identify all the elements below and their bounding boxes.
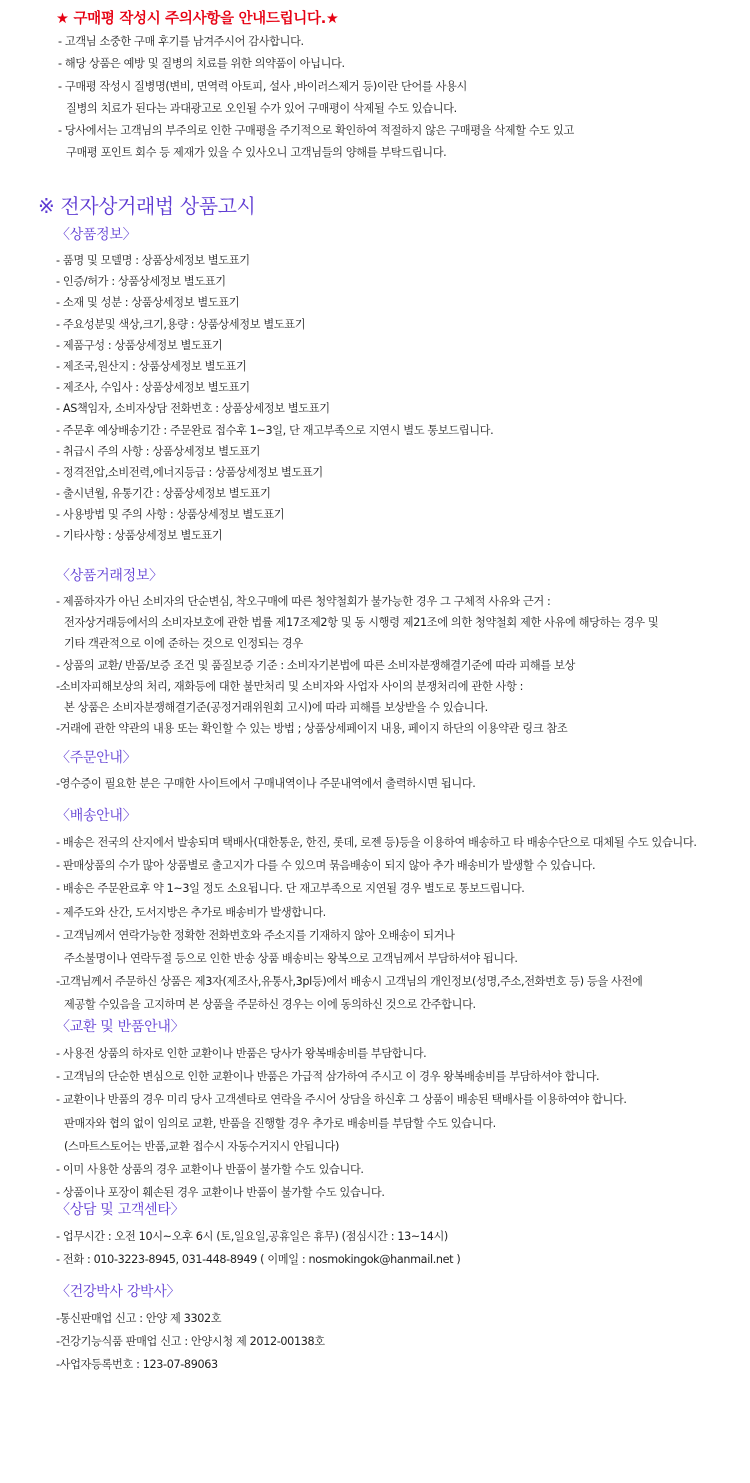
product-info-line: - 소재 및 성분 : 상품상세정보 별도표기 xyxy=(56,296,240,310)
product-info-line: - 인증/허가 : 상품상세정보 별도표기 xyxy=(56,275,226,289)
review-notice-line: 질병의 치료가 된다는 과대광고로 오인될 수가 있어 구매평이 삭제될 수도 있습니다. xyxy=(66,101,457,115)
product-info-line: - 출시년월, 유통기간 : 상품상세정보 별도표기 xyxy=(56,487,271,501)
shipping-info-line: 제공할 수있음을 고지하며 본 상품을 주문하신 경우는 이에 동의하신 것으로 간주합니다. xyxy=(64,998,476,1012)
company-info-line: -통신판매업 신고 : 안양 제 3302호 xyxy=(56,1312,222,1325)
shipping-info-line: - 판매상품의 수가 많아 상품별로 출고지가 다를 수 있으며 묶음배송이 되지 않아 추가 배송비가 발생할 수 있습니다. xyxy=(56,859,596,873)
trade-info-line: 본 상품은 소비자분쟁해결기준(공정거래위원회 고시)에 따라 피해를 보상받을 수 있습니다. xyxy=(64,700,488,714)
product-info-line: - 사용방법 및 주의 사항 : 상품상세정보 별도표기 xyxy=(56,508,285,522)
product-info-line: - 기타사항 : 상품상세정보 별도표기 xyxy=(56,529,223,543)
shipping-info-line: -고객님께서 주문하신 상품은 제3자(제조사,유통사,3pl등)에서 배송시 고객님의 개인정보(성명,주소,전화번호 등) 등을 사전에 xyxy=(56,975,643,989)
product-info-line: - 제조사, 수입사 : 상품상세정보 별도표기 xyxy=(56,381,250,395)
review-notice-line: - 당사에서는 고객님의 부주의로 인한 구매평을 주기적으로 확인하여 적절하지 않은 구매평을 삭제할 수도 있고 xyxy=(58,124,574,138)
shipping-info-heading: 〈배송안내〉 xyxy=(56,808,137,824)
trade-info-line: 전자상거래등에서의 소비자보호에 관한 법률 제17조제2항 및 동 시행령 제21조에 의한 청약철회 제한 사유에 해당하는 경우 및 xyxy=(64,616,659,630)
trade-info-line: 기타 객관적으로 이에 준하는 것으로 인정되는 경우 xyxy=(64,637,303,651)
product-info-line: - 주요성분및 색상,크기,용량 : 상품상세정보 별도표기 xyxy=(56,317,306,331)
trade-info-heading: 〈상품거래정보〉 xyxy=(56,568,163,584)
exchange-info-line: - 이미 사용한 상품의 경우 교환이나 반품이 불가할 수도 있습니다. xyxy=(56,1162,364,1176)
product-info-line: - 주문후 예상배송기간 : 주문완료 접수후 1~3일, 단 재고부족으로 지연시 별도 통보드립니다. xyxy=(56,423,494,437)
shipping-info-line: - 배송은 전국의 산지에서 발송되며 택배사(대한통운, 한진, 롯데, 로젠 등)등을 이용하여 배송하고 타 배송수단으로 대체될 수도 있습니다. xyxy=(56,836,697,849)
exchange-info-line: 판매자와 협의 없이 임의로 교환, 반품을 진행할 경우 추가로 배송비를 부담할 수도 있습니다. xyxy=(64,1116,496,1130)
trade-info-line: - 제품하자가 아닌 소비자의 단순변심, 착오구매에 따른 청약철회가 불가능한 경우 그 구체적 사유와 근거 : xyxy=(56,595,551,608)
ecommerce-law-title: ※ 전자상거래법 상품고시 xyxy=(38,194,256,218)
exchange-info-line: - 교환이나 반품의 경우 미리 당사 고객센타로 연락을 주시어 상담을 하신후 그 상품이 배송된 택배사를 이용하여야 합니다. xyxy=(56,1093,627,1107)
review-notice-line: - 해당 상품은 예방 및 질병의 치료를 위한 의약품이 아닙니다. xyxy=(58,57,345,71)
exchange-info-line: - 상품이나 포장이 훼손된 경우 교환이나 반품이 불가할 수도 있습니다. xyxy=(56,1186,385,1200)
cs-center-section xyxy=(56,1200,746,1271)
order-info-section xyxy=(56,748,746,794)
company-info-line: -사업자등록번호 : 123-07-89063 xyxy=(56,1358,218,1372)
company-info-section xyxy=(56,1282,746,1377)
cs-center-line: - 전화 : 010-3223-8945, 031-448-8949 ( 이메일 : nosmokingok@hanmail.net ) xyxy=(56,1253,461,1267)
shipping-info-section xyxy=(56,806,746,1017)
review-notice-line: 구매평 포인트 회수 등 제재가 있을 수 있사오니 고객님들의 양해를 부탁드립니다. xyxy=(66,146,447,160)
shipping-info-line: 주소불명이나 연락두절 등으로 인한 반송 상품 배송비는 왕복으로 고객님께서 부담하셔야 됩니다. xyxy=(64,951,518,965)
product-info-line: - 품명 및 모델명 : 상품상세정보 별도표기 xyxy=(56,254,250,267)
order-info-line: -영수증이 필요한 분은 구매한 사이트에서 구매내역이나 주문내역에서 출력하시면 됩니다. xyxy=(56,777,476,790)
cs-center-heading: 〈상담 및 고객센타〉 xyxy=(56,1202,185,1218)
review-notice-body xyxy=(58,31,738,165)
exchange-info-section xyxy=(56,1017,746,1204)
product-info-line: - 제조국,원산지 : 상품상세정보 별도표기 xyxy=(56,359,247,373)
shipping-info-line: - 고객님께서 연락가능한 정확한 전화번호와 주소지를 기재하지 않아 오배송이 되거나 xyxy=(56,928,455,942)
exchange-info-line: (스마트스토어는 반품,교환 접수시 자동수거지시 안됩니다) xyxy=(64,1139,340,1153)
product-info-section xyxy=(56,225,746,547)
company-info-heading: 〈건강박사 강박사〉 xyxy=(56,1284,181,1300)
shipping-info-line: - 제주도와 산간, 도서지방은 추가로 배송비가 발생합니다. xyxy=(56,905,326,919)
exchange-info-heading: 〈교환 및 반품안내〉 xyxy=(56,1019,185,1035)
trade-info-line: -거래에 관한 약관의 내용 또는 확인할 수 있는 방법 ; 상품상세페이지 내용, 페이지 하단의 이용약관 링크 참조 xyxy=(56,722,568,736)
product-info-line: - AS책임자, 소비자상담 전화번호 : 상품상세정보 별도표기 xyxy=(56,402,330,416)
trade-info-section xyxy=(56,566,746,739)
cs-center-line: - 업무시간 : 오전 10시~오후 6시 (토,일요일,공휴일은 휴무) (점심시간 : 13~14시) xyxy=(56,1230,448,1243)
product-info-line: - 정격전압,소비전력,에너지등급 : 상품상세정보 별도표기 xyxy=(56,465,323,479)
exchange-info-line: - 사용전 상품의 하자로 인한 교환이나 반품은 당사가 왕복배송비를 부담합니다. xyxy=(56,1047,427,1060)
review-notice-line: - 구매평 작성시 질병명(변비, 면역력 아토피, 설사 ,바이러스제거 등)이란 단어를 사용시 xyxy=(58,79,467,93)
product-info-heading: 〈상품정보〉 xyxy=(56,227,137,243)
shipping-info-line: - 배송은 주문완료후 약 1~3일 정도 소요됩니다. 단 재고부족으로 지연될 경우 별도로 통보드립니다. xyxy=(56,882,525,896)
review-notice-title: ★ 구매평 작성시 주의사항을 안내드립니다.★ xyxy=(56,11,339,27)
company-info-line: -건강기능식품 판매업 신고 : 안양시청 제 2012-00138호 xyxy=(56,1335,325,1349)
exchange-info-line: - 고객님의 단순한 변심으로 인한 교환이나 반품은 가급적 삼가하여 주시고 이 경우 왕복배송비를 부담하셔야 합니다. xyxy=(56,1070,600,1084)
product-info-line: - 취급시 주의 사항 : 상품상세정보 별도표기 xyxy=(56,444,261,458)
order-info-heading: 〈주문안내〉 xyxy=(56,750,137,766)
product-info-line: - 제품구성 : 상품상세정보 별도표기 xyxy=(56,338,223,352)
review-notice-line: - 고객님 소중한 구매 후기를 남겨주시어 감사합니다. xyxy=(58,35,304,48)
trade-info-line: - 상품의 교환/ 반품/보증 조건 및 품질보증 기준 : 소비자기본법에 따른 소비자분쟁해결기준에 따라 피해를 보상 xyxy=(56,658,575,672)
trade-info-line: -소비자피해보상의 처리, 재화등에 대한 불만처리 및 소비자와 사업자 사이의 분쟁처리에 관한 사항 : xyxy=(56,679,524,693)
